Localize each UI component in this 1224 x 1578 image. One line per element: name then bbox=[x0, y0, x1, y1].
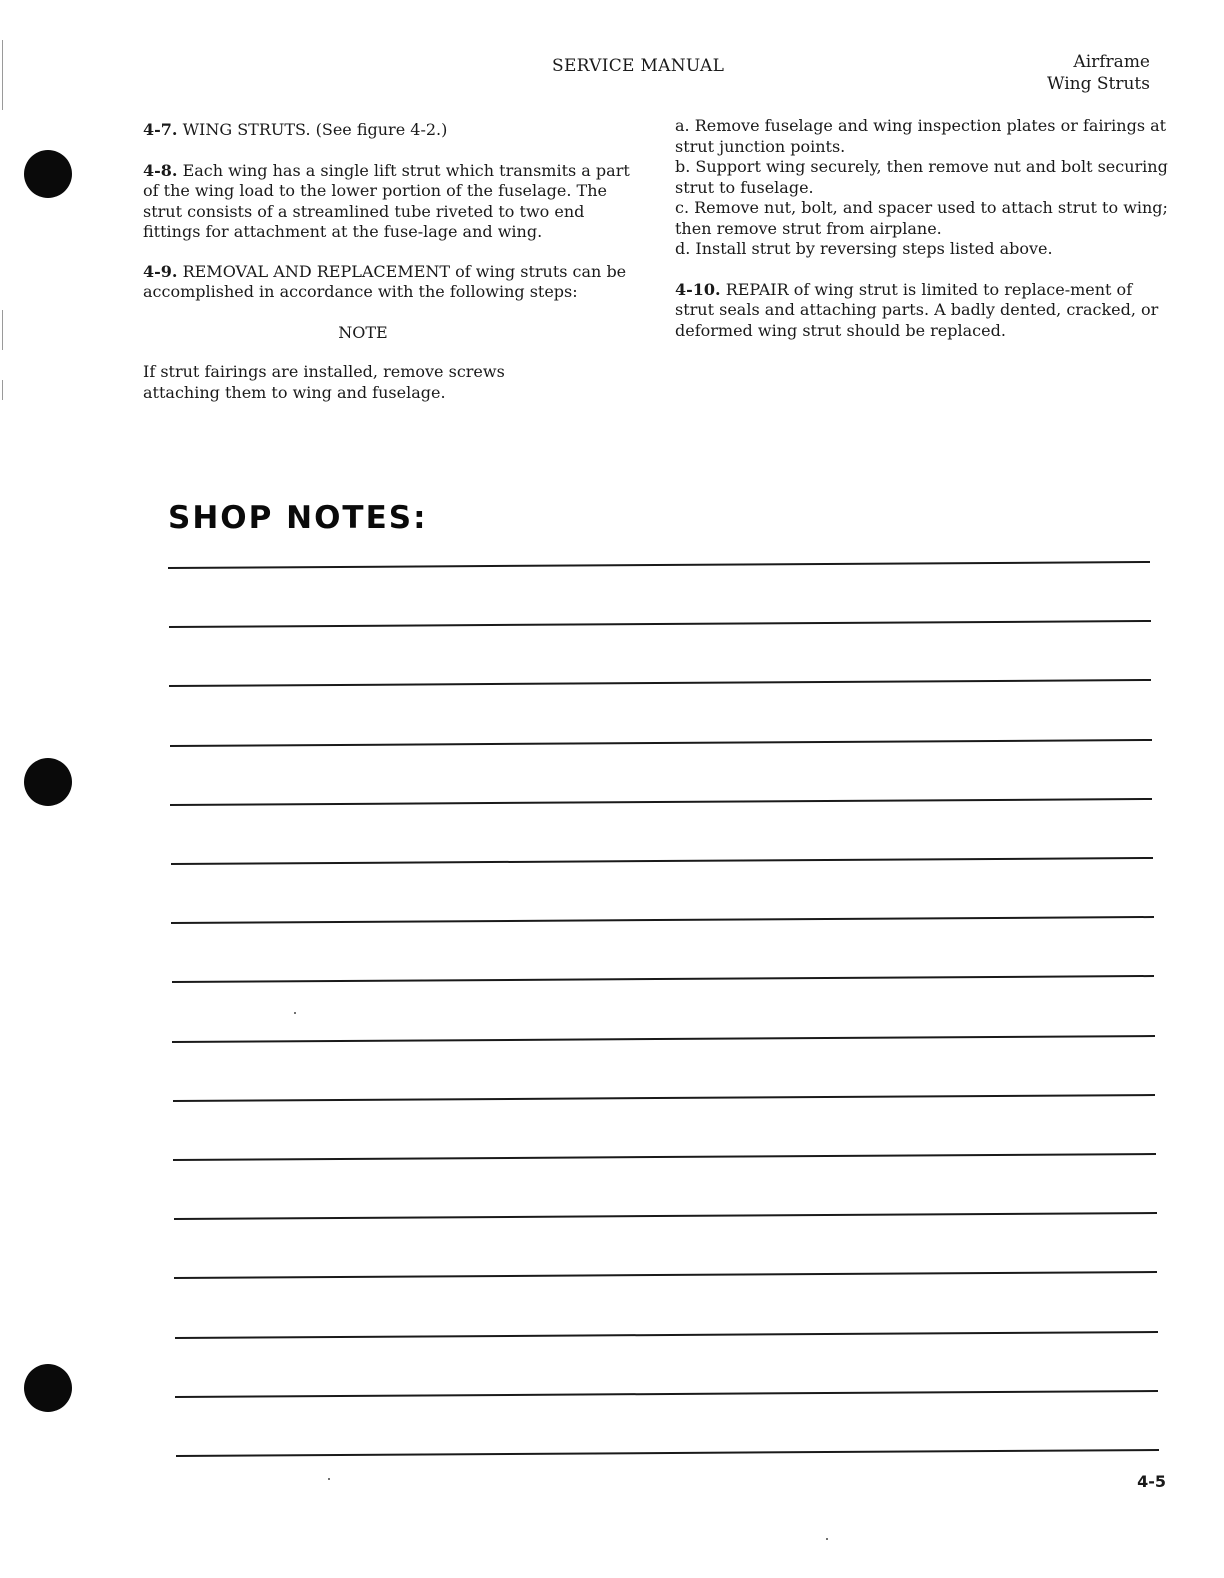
paragraph-4-10 bbox=[675, 280, 1175, 342]
writing-line bbox=[176, 1449, 1159, 1457]
step-c: c. Remove nut, bolt, and spacer used to attach strut to wing; then remove strut from airplane. bbox=[675, 198, 1168, 238]
binder-hole-top bbox=[24, 150, 72, 198]
writing-line bbox=[175, 1390, 1158, 1398]
writing-line bbox=[171, 857, 1153, 865]
section-name: Airframe bbox=[1073, 52, 1150, 72]
scan-speck bbox=[294, 1012, 296, 1014]
step-b: b. Support wing securely, then remove nut and bolt securing strut to fuselage. bbox=[675, 157, 1168, 197]
binder-hole-middle bbox=[24, 758, 72, 806]
step-d: d. Install strut by reversing steps listed above. bbox=[675, 239, 1053, 258]
section-heading bbox=[1047, 51, 1150, 95]
paragraph-4-9 bbox=[143, 262, 641, 303]
note-text: If strut fairings are installed, remove screws attaching them to wing and fuselage. bbox=[143, 362, 505, 402]
scan-edge-mark bbox=[2, 310, 3, 350]
manual-title: SERVICE MANUAL bbox=[552, 56, 725, 76]
writing-line bbox=[170, 798, 1152, 806]
scan-speck bbox=[328, 1478, 330, 1480]
paragraph-text: WING STRUTS. (See figure 4-2.) bbox=[182, 120, 448, 139]
step-a: a. Remove fuselage and wing inspection plates or fairings at strut junction points. bbox=[675, 116, 1167, 156]
paragraph-4-8 bbox=[143, 161, 641, 243]
scan-edge-mark bbox=[2, 40, 3, 110]
writing-line bbox=[169, 679, 1151, 687]
writing-line bbox=[172, 975, 1154, 983]
shop-notes-title: SHOP NOTES: bbox=[168, 500, 428, 536]
writing-line bbox=[174, 1271, 1157, 1279]
paragraph-number: 4-9. bbox=[143, 261, 178, 281]
paragraph-4-7 bbox=[143, 120, 641, 141]
note-label: NOTE bbox=[338, 322, 388, 342]
left-column bbox=[143, 120, 641, 403]
writing-line bbox=[169, 620, 1151, 628]
writing-line bbox=[174, 1212, 1157, 1220]
writing-line bbox=[170, 739, 1152, 747]
paragraph-number: 4-10. bbox=[675, 279, 721, 299]
page-number: 4-5 bbox=[1137, 1472, 1166, 1491]
right-column bbox=[675, 116, 1175, 341]
scan-edge-mark bbox=[2, 380, 3, 400]
binder-hole-bottom bbox=[24, 1364, 72, 1412]
writing-line bbox=[168, 561, 1150, 569]
writing-line bbox=[173, 1153, 1156, 1161]
scan-speck bbox=[826, 1538, 828, 1540]
writing-line bbox=[175, 1331, 1158, 1339]
paragraph-text: REMOVAL AND REPLACEMENT of wing struts can be accomplished in accordance with the following steps: bbox=[143, 261, 627, 301]
paragraph-number: 4-7. bbox=[143, 120, 178, 139]
paragraph-text: REPAIR of wing strut is limited to replace-ment of strut seals and attaching parts. A badly dented, cracked, or deformed wing strut should be replaced. bbox=[675, 279, 1159, 340]
writing-line bbox=[173, 1094, 1155, 1102]
subsection-name: Wing Struts bbox=[1047, 74, 1150, 94]
writing-line bbox=[172, 1035, 1155, 1043]
paragraph-text: Each wing has a single lift strut which transmits a part of the wing load to the lower portion of the fuselage. The strut consists of a streamlined tube riveted to two end fittings for attachment at the fuse-lage and wing. bbox=[143, 160, 630, 241]
paragraph-number: 4-8. bbox=[143, 160, 178, 180]
writing-line bbox=[171, 916, 1154, 924]
